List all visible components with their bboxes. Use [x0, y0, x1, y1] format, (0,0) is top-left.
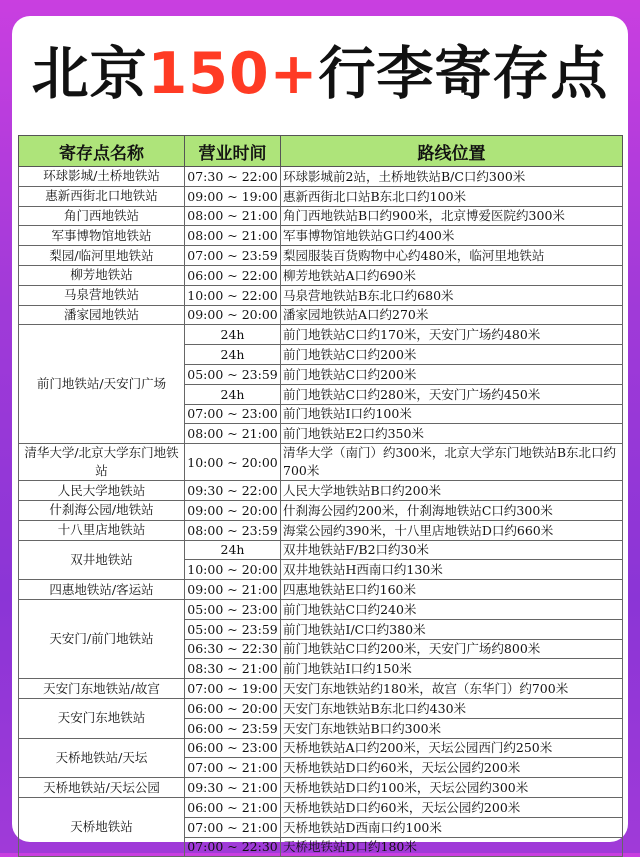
route-location: 天安门东地铁站约180米，故宫（东华门）约700米 [281, 679, 623, 699]
opening-hours: 09:00 ~ 21:00 [185, 580, 281, 600]
route-location: 天安门东地铁站B口约300米 [281, 718, 623, 738]
route-location: 双井地铁站H西南口约130米 [281, 560, 623, 580]
opening-hours: 10:00 ~ 22:00 [185, 285, 281, 305]
storage-point-name: 双井地铁站 [19, 540, 185, 580]
table-row [19, 520, 623, 540]
opening-hours: 07:30 ~ 22:00 [185, 167, 281, 187]
route-location: 潘家园地铁站A口约270米 [281, 305, 623, 325]
opening-hours: 06:00 ~ 23:59 [185, 718, 281, 738]
opening-hours: 07:00 ~ 23:00 [185, 404, 281, 424]
header-hours: 营业时间 [185, 136, 281, 167]
opening-hours: 07:00 ~ 23:59 [185, 246, 281, 266]
storage-point-name: 潘家园地铁站 [19, 305, 185, 325]
storage-point-name: 柳芳地铁站 [19, 265, 185, 285]
route-location: 人民大学地铁站B口约200米 [281, 481, 623, 501]
route-location: 前门地铁站I口约100米 [281, 404, 623, 424]
opening-hours: 08:00 ~ 23:59 [185, 520, 281, 540]
table-row [19, 797, 623, 817]
storage-point-name: 马泉营地铁站 [19, 285, 185, 305]
opening-hours: 24h [185, 384, 281, 404]
storage-point-name: 惠新西街北口地铁站 [19, 186, 185, 206]
route-location: 海棠公园约390米，十八里店地铁站D口约660米 [281, 520, 623, 540]
route-location: 前门地铁站C口约200米 [281, 345, 623, 365]
route-location: 惠新西街北口站B东北口约100米 [281, 186, 623, 206]
table-row [19, 226, 623, 246]
opening-hours: 10:00 ~ 20:00 [185, 560, 281, 580]
table-row [19, 444, 623, 481]
table-row [19, 778, 623, 798]
opening-hours: 06:30 ~ 22:30 [185, 639, 281, 659]
table-row [19, 305, 623, 325]
opening-hours: 09:00 ~ 20:00 [185, 500, 281, 520]
luggage-storage-table [18, 135, 623, 857]
route-location: 前门地铁站E2口约350米 [281, 424, 623, 444]
table-row [19, 206, 623, 226]
route-location: 前门地铁站C口约200米 [281, 364, 623, 384]
route-location: 柳芳地铁站A口约690米 [281, 265, 623, 285]
route-location: 天桥地铁站D口约60米，天坛公园约200米 [281, 797, 623, 817]
route-location: 天桥地铁站A口约200米，天坛公园西门约250米 [281, 738, 623, 758]
opening-hours: 05:00 ~ 23:59 [185, 364, 281, 384]
table-row [19, 285, 623, 305]
route-location: 天安门东地铁站B东北口约430米 [281, 698, 623, 718]
table-row [19, 186, 623, 206]
table-row [19, 325, 623, 345]
opening-hours: 24h [185, 345, 281, 365]
opening-hours: 05:00 ~ 23:00 [185, 599, 281, 619]
table-row [19, 679, 623, 699]
route-location: 天桥地铁站D西南口约100米 [281, 817, 623, 837]
table-row [19, 246, 623, 266]
storage-point-name: 天安门/前门地铁站 [19, 599, 185, 678]
opening-hours: 08:00 ~ 21:00 [185, 206, 281, 226]
opening-hours: 09:30 ~ 21:00 [185, 778, 281, 798]
storage-point-name: 十八里店地铁站 [19, 520, 185, 540]
route-location: 天桥地铁站D口约180米 [281, 837, 623, 857]
opening-hours: 07:00 ~ 19:00 [185, 679, 281, 699]
route-location: 前门地铁站C口约170米，天安门广场约480米 [281, 325, 623, 345]
table-row [19, 481, 623, 501]
route-location: 前门地铁站C口约280米，天安门广场约450米 [281, 384, 623, 404]
opening-hours: 07:00 ~ 21:00 [185, 817, 281, 837]
title-suffix: 行李寄存点 [318, 41, 609, 107]
route-location: 四惠地铁站E口约160米 [281, 580, 623, 600]
storage-point-name: 天安门东地铁站/故宫 [19, 679, 185, 699]
route-location: 什刹海公园约200米，什刹海地铁站C口约300米 [281, 500, 623, 520]
opening-hours: 07:00 ~ 22:30 [185, 837, 281, 857]
header-name: 寄存点名称 [19, 136, 185, 167]
opening-hours: 08:00 ~ 21:00 [185, 226, 281, 246]
table-row [19, 265, 623, 285]
storage-point-name: 四惠地铁站/客运站 [19, 580, 185, 600]
opening-hours: 06:00 ~ 21:00 [185, 797, 281, 817]
route-location: 前门地铁站I/C口约380米 [281, 619, 623, 639]
opening-hours: 09:00 ~ 19:00 [185, 186, 281, 206]
storage-point-name: 人民大学地铁站 [19, 481, 185, 501]
table-row [19, 167, 623, 187]
route-location: 环球影城前2站，土桥地铁站B/C口约300米 [281, 167, 623, 187]
title-prefix: 北京 [31, 41, 148, 107]
opening-hours: 06:00 ~ 22:00 [185, 265, 281, 285]
storage-point-name: 前门地铁站/天安门广场 [19, 325, 185, 444]
table-row [19, 698, 623, 718]
opening-hours: 06:00 ~ 20:00 [185, 698, 281, 718]
storage-point-name: 什刹海公园/地铁站 [19, 500, 185, 520]
opening-hours: 24h [185, 325, 281, 345]
route-location: 前门地铁站C口约240米 [281, 599, 623, 619]
opening-hours: 07:00 ~ 21:00 [185, 758, 281, 778]
table-row [19, 599, 623, 619]
storage-point-name: 天安门东地铁站 [19, 698, 185, 738]
route-location: 前门地铁站I口约150米 [281, 659, 623, 679]
table-body [19, 167, 623, 857]
storage-point-name: 天桥地铁站/天坛公园 [19, 778, 185, 798]
opening-hours: 06:00 ~ 23:00 [185, 738, 281, 758]
table-row [19, 580, 623, 600]
route-location: 梨园服装百货购物中心约480米，临河里地铁站 [281, 246, 623, 266]
storage-point-name: 天桥地铁站 [19, 797, 185, 856]
table-header-row [19, 136, 623, 167]
opening-hours: 09:00 ~ 20:00 [185, 305, 281, 325]
opening-hours: 08:00 ~ 21:00 [185, 424, 281, 444]
storage-point-name: 角门西地铁站 [19, 206, 185, 226]
table-row [19, 540, 623, 560]
route-location: 清华大学（南门）约300米，北京大学东门地铁站B东北口约700米 [281, 444, 623, 481]
storage-point-name: 梨园/临河里地铁站 [19, 246, 185, 266]
route-location: 天桥地铁站D口约60米，天坛公园约200米 [281, 758, 623, 778]
storage-point-name: 清华大学/北京大学东门地铁站 [19, 444, 185, 481]
title-number: 150+ [147, 41, 319, 107]
route-location: 角门西地铁站B口约900米，北京博爱医院约300米 [281, 206, 623, 226]
opening-hours: 09:30 ~ 22:00 [185, 481, 281, 501]
opening-hours: 05:00 ~ 23:59 [185, 619, 281, 639]
opening-hours: 08:30 ~ 21:00 [185, 659, 281, 679]
route-location: 双井地铁站F/B2口约30米 [281, 540, 623, 560]
route-location: 马泉营地铁站B东北口约680米 [281, 285, 623, 305]
storage-point-name: 军事博物馆地铁站 [19, 226, 185, 246]
header-route: 路线位置 [281, 136, 623, 167]
opening-hours: 10:00 ~ 20:00 [185, 444, 281, 481]
route-location: 军事博物馆地铁站G口约400米 [281, 226, 623, 246]
page-title [12, 22, 628, 126]
storage-point-name: 环球影城/土桥地铁站 [19, 167, 185, 187]
table-row [19, 738, 623, 758]
route-location: 天桥地铁站D口约100米，天坛公园约300米 [281, 778, 623, 798]
table-row [19, 500, 623, 520]
route-location: 前门地铁站C口约200米，天安门广场约800米 [281, 639, 623, 659]
storage-point-name: 天桥地铁站/天坛 [19, 738, 185, 778]
opening-hours: 24h [185, 540, 281, 560]
